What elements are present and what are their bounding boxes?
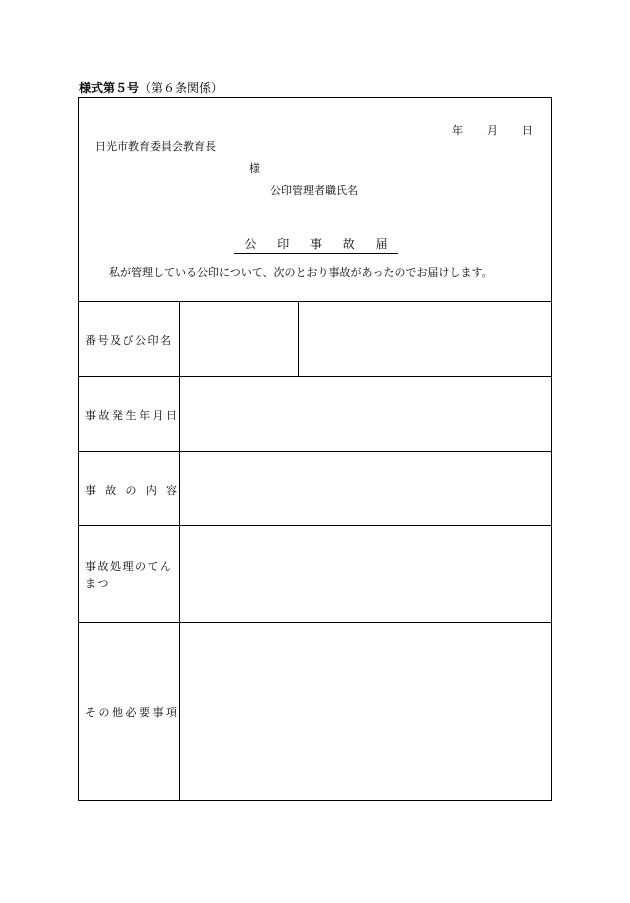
- seal-number-field[interactable]: [180, 302, 298, 376]
- honorific: 様: [249, 162, 260, 175]
- manager-title-name: 公印管理者職氏名: [270, 184, 358, 197]
- date-line: [452, 122, 533, 138]
- label-char: 事: [85, 409, 96, 422]
- statement-text: 私が管理している公印について、次のとおり事故があったのでお届けします。: [109, 266, 493, 279]
- label-char: 内: [145, 484, 157, 497]
- label-char: そ: [85, 706, 96, 719]
- label-char: 日: [166, 409, 177, 422]
- accident-content-label: [85, 482, 177, 498]
- label-char: 故: [98, 409, 110, 422]
- seal-number-name-label: 番号及び公印名: [85, 334, 173, 347]
- date-year-label: 年: [452, 124, 463, 137]
- other-items-field[interactable]: [180, 623, 551, 800]
- label-char: 発: [112, 409, 123, 422]
- form-number-label: 様式第５号: [79, 81, 140, 95]
- label-char: の: [125, 484, 137, 497]
- label-char: 必: [125, 706, 137, 719]
- label-char: の: [98, 706, 110, 719]
- title-char: 届: [375, 237, 388, 251]
- document-title: [234, 235, 398, 254]
- label-char: 要: [139, 706, 150, 719]
- other-items-label: [85, 704, 177, 720]
- date-day-label: 日: [522, 124, 533, 137]
- accident-content-field[interactable]: [180, 452, 551, 525]
- title-char: 事: [309, 237, 322, 251]
- addressee: 日光市教育委員会教育長: [95, 140, 216, 153]
- form-article-reference: （第６条関係）: [139, 81, 224, 95]
- seal-name-field[interactable]: [299, 302, 551, 376]
- label-char: 故: [105, 484, 117, 497]
- label-char: 項: [166, 706, 177, 719]
- handling-label: 事故処理のてんまつ: [85, 560, 173, 590]
- date-month-label: 月: [487, 124, 498, 137]
- label-char: 事: [152, 706, 164, 719]
- label-char: 事: [85, 484, 96, 497]
- title-char: 故: [342, 237, 355, 251]
- title-char: 公: [244, 237, 257, 251]
- label-char: 年: [139, 409, 150, 422]
- title-char: 印: [277, 237, 290, 251]
- label-char: 他: [112, 706, 123, 719]
- handling-details-field[interactable]: [180, 526, 551, 622]
- form-frame: [78, 97, 552, 801]
- accident-date-field[interactable]: [180, 377, 551, 451]
- label-char: 容: [166, 484, 177, 497]
- label-char: 月: [152, 409, 164, 422]
- label-char: 生: [125, 409, 137, 422]
- accident-date-label: [85, 407, 177, 423]
- form-number: [79, 79, 223, 96]
